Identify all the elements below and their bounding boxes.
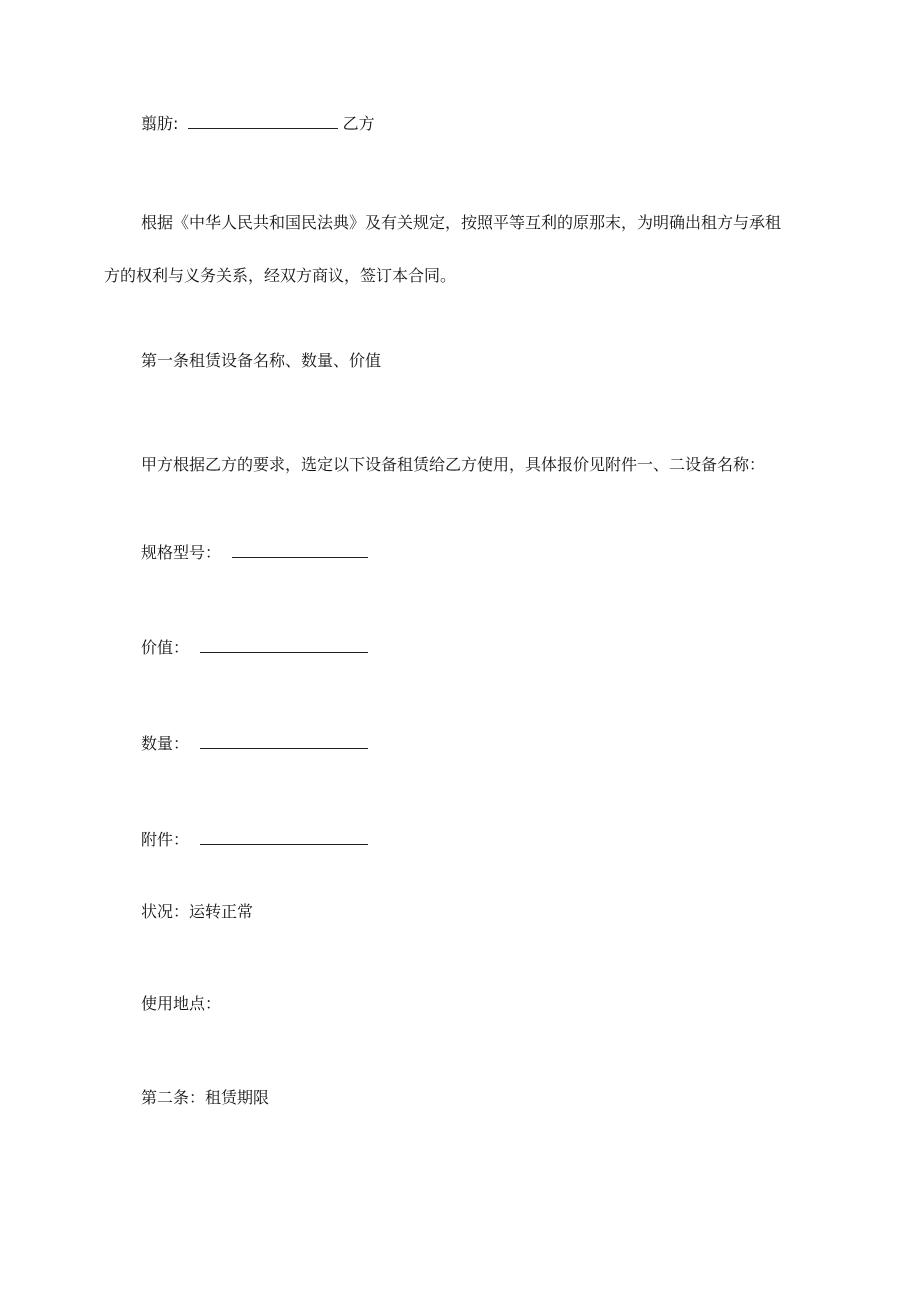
article2-title: 第二条：租赁期限: [141, 1088, 270, 1107]
preamble-paragraph: 根据《中华人民共和国民法典》及有关规定，按照平等互利的原那末，为明确出租方与承租方的权利与义务关系，经双方商议，签订本合同。: [104, 213, 782, 285]
spec-label: 规格型号：: [141, 543, 222, 562]
attachment-label: 附件：: [141, 830, 190, 849]
party-a-label: 翦肪:: [141, 114, 179, 133]
party-a-blank: [188, 114, 338, 129]
attachment-blank: [200, 830, 368, 845]
value-blank: [200, 638, 368, 653]
spec-blank: [232, 543, 368, 558]
status-line: 状况：运转正常: [141, 902, 254, 921]
attachment-field: [141, 830, 368, 850]
article1-title: 第一条租赁设备名称、数量、价值: [141, 351, 382, 370]
party-b-label: 乙方: [342, 114, 375, 133]
value-field: [141, 638, 368, 658]
value-label: 价值：: [141, 638, 190, 657]
quantity-blank: [200, 734, 368, 749]
party-a-line: [141, 114, 375, 134]
article1-intro: 甲方根据乙方的要求，选定以下设备租赁给乙方使用，具体报价见附件一、二设备名称：: [141, 455, 766, 474]
location-line: 使用地点：: [141, 994, 222, 1013]
quantity-field: [141, 734, 368, 754]
spec-field: [141, 543, 368, 563]
quantity-label: 数量：: [141, 734, 190, 753]
